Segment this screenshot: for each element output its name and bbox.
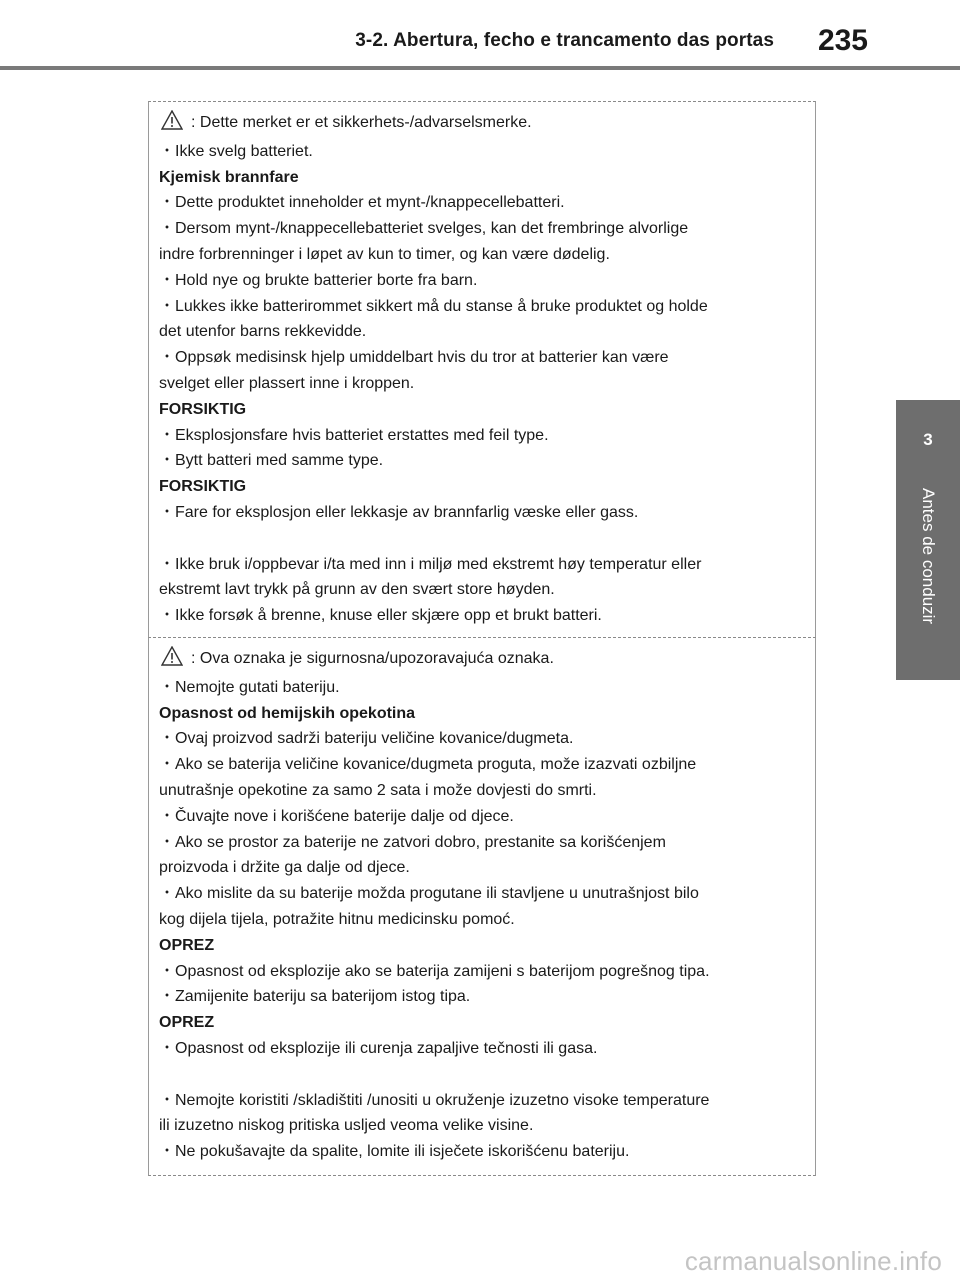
section-heading: FORSIKTIG (159, 400, 247, 418)
text-line: ・Ako mislite da su baterije možda progutane ili stavljene u unutrašnjost bilo (159, 885, 699, 903)
text-line: ・Čuvajte nove i korišćene baterije dalje od djece. (159, 807, 514, 825)
text-line: indre forbrenninger i løpet av kun to timer, og kan være dødelig. (159, 245, 610, 263)
text-line: ・Fare for eksplosjon eller lekkasje av brannfarlig væske eller gass. (159, 503, 639, 521)
section-heading: FORSIKTIG (159, 478, 247, 496)
section-heading: OPREZ (159, 1014, 215, 1032)
croatian-intro-text: : Ova oznaka je sigurnosna/upozoravajuća oznaka. (191, 650, 554, 667)
croatian-intro-line (159, 646, 805, 675)
text-line: ・Zamijenite bateriju sa baterijom istog tipa. (159, 988, 471, 1006)
text-line: ・Ikke svelg batteriet. (159, 142, 313, 160)
norwegian-content (159, 110, 805, 629)
norwegian-intro-line (159, 110, 805, 139)
chapter-number: 3 (923, 430, 933, 449)
header-divider (0, 66, 960, 70)
croatian-lines (159, 675, 805, 1165)
text-line: ・Nemojte koristiti /skladištiti /unositi u okruženje izuzetno visoke temperature (159, 1091, 710, 1109)
text-line: ・Nemojte gutati bateriju. (159, 678, 340, 696)
text-line: ・Ako se baterija veličine kovanice/dugmeta proguta, može izazvati ozbiljne (159, 756, 697, 774)
text-line: ・Lukkes ikke batterirommet sikkert må du stanse å bruke produktet og holde (159, 297, 708, 315)
page-number: 235 (817, 24, 868, 57)
text-line: ili izuzetno niskog pritiska usljed veoma velike visine. (159, 1117, 534, 1135)
warning-triangle-icon (161, 110, 183, 139)
text-line: det utenfor barns rekkevidde. (159, 323, 367, 341)
text-line (159, 1062, 805, 1088)
section-heading: Opasnost od hemijskih opekotina (159, 704, 416, 722)
text-line: ・Ikke forsøk å brenne, knuse eller skjære opp et brukt batteri. (159, 607, 602, 625)
section-heading: Kjemisk brannfare (159, 168, 299, 186)
norwegian-intro-text: : Dette merket er et sikkerhets-/advarselsmerke. (191, 114, 532, 131)
text-line: svelget eller plassert inne i kroppen. (159, 374, 415, 392)
footer-watermark: carmanualsonline.info (684, 1246, 942, 1276)
text-line: ・Hold nye og brukte batterier borte fra barn. (159, 271, 478, 289)
text-line: ・Bytt batteri med samme type. (159, 452, 384, 470)
text-line: ・Opasnost od eksplozije ili curenja zapaljive tečnosti ili gasa. (159, 1039, 598, 1057)
croatian-content (159, 646, 805, 1165)
text-line: ekstremt lavt trykk på grunn av den svært store høyden. (159, 581, 555, 599)
chapter-label: Antes de conduzir (919, 488, 938, 625)
text-line: ・Ovaj proizvod sadrži bateriju veličine kovanice/dugmeta. (159, 730, 574, 748)
warning-box-norwegian (148, 101, 816, 638)
text-line (159, 526, 805, 552)
text-line: ・Dersom mynt-/knappecellebatteriet svelges, kan det frembringe alvorlige (159, 220, 689, 238)
text-line: proizvoda i držite ga dalje od djece. (159, 859, 410, 877)
text-line: ・Oppsøk medisinsk hjelp umiddelbart hvis du tror at batterier kan være (159, 349, 669, 367)
norwegian-lines (159, 139, 805, 629)
warning-triangle-icon (161, 646, 183, 675)
warning-box-croatian (148, 637, 816, 1176)
text-line: ・Opasnost od eksplozije ako se baterija zamijeni s baterijom pogrešnog tipa. (159, 962, 710, 980)
text-line: unutrašnje opekotine za samo 2 sata i može dovjesti do smrti. (159, 781, 597, 799)
text-line: ・Ako se prostor za baterije ne zatvori dobro, prestanite sa korišćenjem (159, 833, 666, 851)
text-line: ・Eksplosjonsfare hvis batteriet erstattes med feil type. (159, 426, 549, 444)
text-line: kog dijela tijela, potražite hitnu medicinsku pomoć. (159, 910, 515, 928)
section-heading: OPREZ (159, 936, 215, 954)
page-header-title: 3-2. Abertura, fecho e trancamento das portas (355, 30, 774, 51)
text-line: ・Dette produktet inneholder et mynt-/knappecellebatteri. (159, 194, 565, 212)
text-line: ・Ne pokušavajte da spalite, lomite ili isječete iskorišćenu bateriju. (159, 1143, 630, 1161)
chapter-tab (896, 400, 960, 680)
text-line: ・Ikke bruk i/oppbevar i/ta med inn i miljø med ekstremt høy temperatur eller (159, 555, 702, 573)
